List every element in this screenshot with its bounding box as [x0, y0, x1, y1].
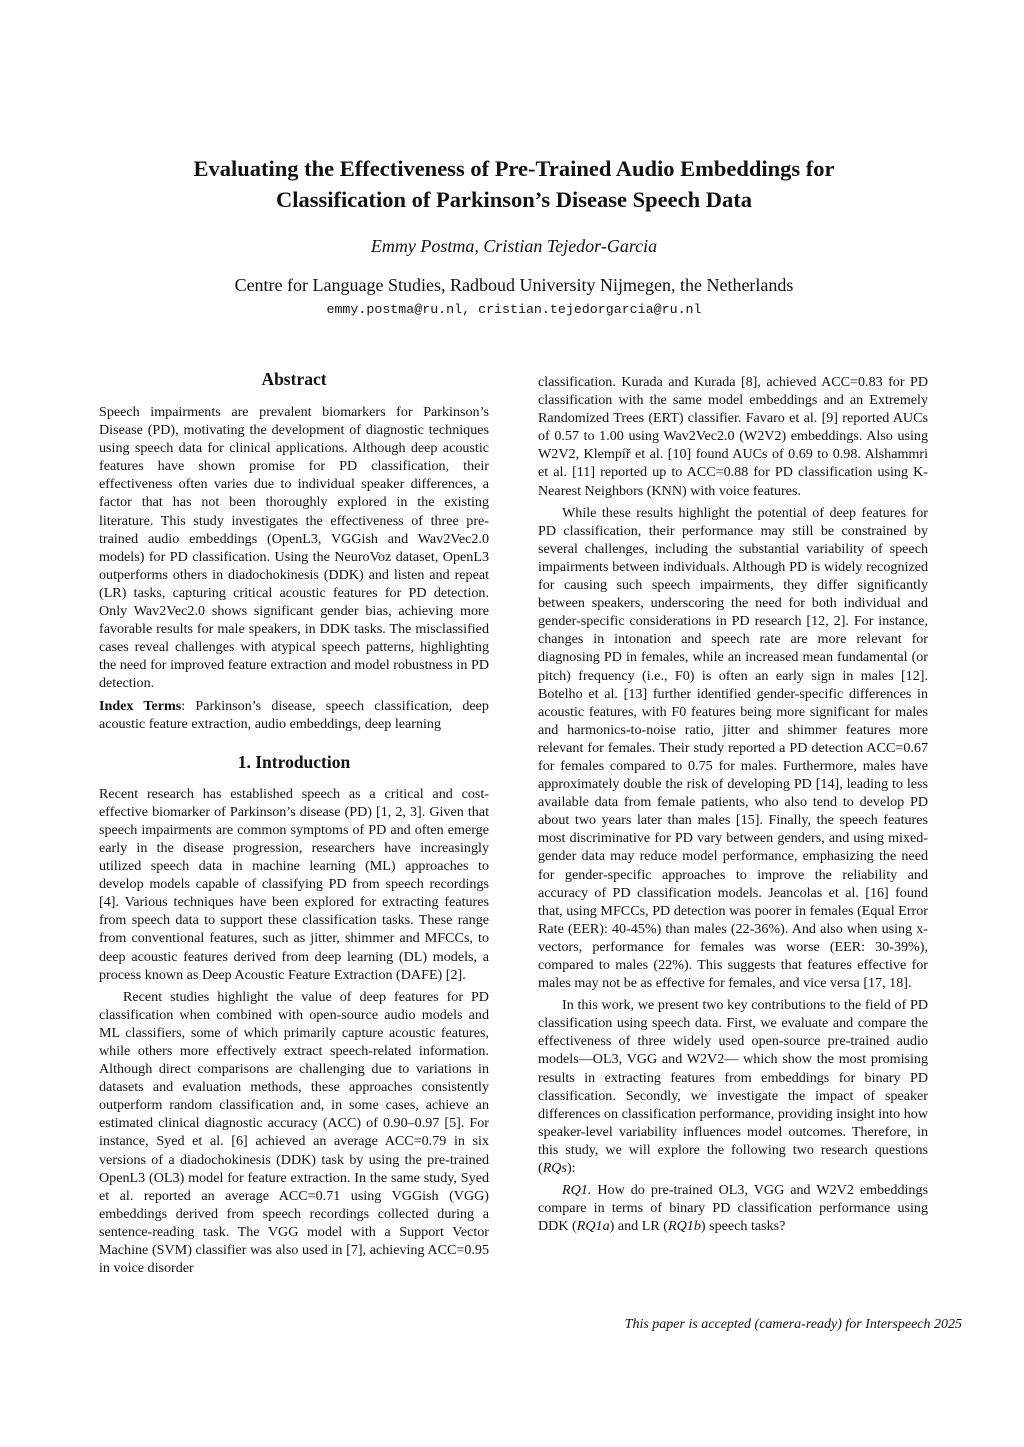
rq1-text-a: How do pre-trained OL3, VGG and W2V2 embeddings compare in terms of binary PD classification performance using DDK (	[538, 1182, 928, 1235]
intro-paragraph-5	[538, 996, 928, 1177]
intro-paragraph-3: classification. Kurada and Kurada [8], achieved ACC=0.83 for PD classification with the same model embeddings and an Extremely Randomized Trees (ERT) classifier. Favaro et al. [9] reported AUCs of 0.57 to 1.00 using Wav2Vec2.0 (W2V2) embeddings. Also using W2V2, Klempíř et al. [10] found AUCs of 0.69 to 0.98. Alshammri et al. [11] reported up to ACC=0.88 for PD classification using K-Nearest Neighbors (KNN) with voice features.	[538, 374, 928, 499]
intro-paragraph-2: Recent studies highlight the value of deep features for PD classification when combined with open-source audio models and ML classifiers, some of which primarily capture acoustic features, while others more effectively extract speech-related information. Although direct comparisons are challenging due to variations in datasets and evaluation methods, these approaches consistently outperform random classification and, in some cases, achieve an estimated clinical diagnostic accuracy (ACC) of 0.90–0.97 [5]. For instance, Syed et al. [6] achieved an average ACC=0.79 in six versions of a diadochokinesis (DDK) task by using the pre-trained OpenL3 (OL3) model for feature extraction. In the same study, Syed et al. reported an average ACC=0.71 using VGGish (VGG) embeddings derived from speech recordings collected during a sentence-reading task. The VGG model with a Support Vector Machine (SVM) classifier was also used in [7], achieving ACC=0.95 in voice disorder	[99, 988, 489, 1277]
index-terms-text: : Parkinson’s disease, speech classification, deep acoustic feature extraction, audio embeddings, deep learning	[99, 697, 489, 732]
acceptance-note: This paper is accepted (camera-ready) for Interspeech 2025	[624, 1317, 962, 1332]
rq1-label: RQ1.	[562, 1182, 592, 1199]
intro-paragraph-5-end: ):	[566, 1160, 576, 1177]
author-list: Emmy Postma, Cristian Tejedor-Garcia	[370, 236, 658, 256]
rq1-text-b: ) and LR (	[609, 1218, 668, 1235]
rq1-text-c: ) speech tasks?	[700, 1218, 786, 1235]
affiliation: Centre for Language Studies, Radboud University Nijmegen, the Netherlands	[234, 275, 794, 295]
paper-title	[100, 153, 928, 215]
paper-title-line-1: Evaluating the Effectiveness of Pre-Trained Audio Embeddings for	[193, 156, 835, 181]
intro-paragraph-4: While these results highlight the potential of deep features for PD classification, their performance may still be constrained by several challenges, including the substantial variability of speech impairments between individuals. Although PD is widely recognized for causing such speech impairments, they differ significantly between speakers, underscoring the need for both individual and gender-specific considerations in PD research [12, 2]. For instance, changes in intonation and speech rate are more relevant for diagnosing PD in females, while an increased mean fundamental (or pitch) frequency (i.e., F0) is often an early sign in males [12]. Botelho et al. [13] further identified gender-specific differences in acoustic features, with F0 features being more significant for males and harmonics-to-noise ratio, jitter and shimmer features more relevant for females. Their study reported a PD detection ACC=0.67 for females compared to 0.75 for males. Furthermore, males have approximately double the risk of developing PD [14], leading to less available data from female patients, who also tend to develop PD about two years later than males [15]. Finally, the speech features most discriminative for PD vary between genders, and using mixed-gender data may reduce model performance, emphasizing the need for gender-specific approaches to improve the reliability and accuracy of PD classification models. Jeancolas et al. [16] found that, using MFCCs, PD detection was poorer in females (Equal Error Rate (EER): 40-45%) than males (22-36%). And also when using x-vectors, performance for females was worse (EER: 30-39%), compared to males (22%). This suggests that features effective for males may not be as effective for females, and vice versa [17, 18].	[538, 504, 928, 992]
abstract-heading: Abstract	[261, 369, 327, 389]
index-terms	[99, 697, 489, 733]
author-emails: emmy.postma@ru.nl, cristian.tejedorgarcia@ru.nl	[326, 302, 702, 317]
index-terms-label: Index Terms	[99, 697, 182, 714]
intro-paragraph-5-text: In this work, we present two key contributions to the field of PD classification using speech data. First, we evaluate and compare the effectiveness of three widely used open-source pre-trained audio models—OL3, VGG and W2V2— which show the most promising results in extracting features from embeddings for binary PD classification. Secondly, we investigate the impact of speaker differences on classification performance, providing insight into how speaker-level variability influences model outcomes. Therefore, in this study, we will explore the following two research questions (	[538, 997, 928, 1177]
research-question-1	[538, 1181, 928, 1235]
left-column	[99, 368, 489, 1277]
intro-paragraph-1: Recent research has established speech as a critical and cost-effective biomarker of Parkinson’s disease (PD) [1, 2, 3]. Given that speech impairments are common symptoms of PD and often emerge early in the disease progression, researchers have increasingly utilized speech data in machine learning (ML) approaches to develop models capable of classifying PD from speech recordings [4]. Various techniques have been explored for extracting features from speech data to support these classification tasks. These range from conventional features, such as jitter, shimmer and MFCCs, to deep acoustic features derived from deep learning (DL) models, a process known as Deep Acoustic Feature Extraction (DAFE) [2].	[99, 785, 489, 983]
rq1a-label: RQ1a	[576, 1218, 610, 1235]
abstract-text: Speech impairments are prevalent biomarkers for Parkinson’s Disease (PD), motivating the development of diagnostic techniques using speech data for clinical applications. Although deep acoustic features have shown promise for PD classification, their effectiveness often varies due to individual speaker differences, a factor that has not been thoroughly explored in the existing literature. This study investigates the effectiveness of three pre-trained audio embeddings (OpenL3, VGGish and Wav2Vec2.0 models) for PD classification. Using the NeuroVoz dataset, OpenL3 outperforms others in diadochokinesis (DDK) and listen and repeat (LR) tasks, capturing critical acoustic features for PD detection. Only Wav2Vec2.0 shows significant gender bias, achieving more favorable results for male speakers, in DDK tasks. The misclassified cases reveal challenges with atypical speech patterns, highlighting the need for improved feature extraction and model robustness in PD detection.	[99, 404, 489, 692]
paper-title-line-2: Classification of Parkinson’s Disease Speech Data	[275, 187, 753, 212]
introduction-heading: 1. Introduction	[237, 751, 351, 772]
rq1b-label: RQ1b	[667, 1218, 701, 1235]
rqs-abbrev: RQs	[542, 1160, 567, 1177]
right-column	[538, 373, 928, 1235]
